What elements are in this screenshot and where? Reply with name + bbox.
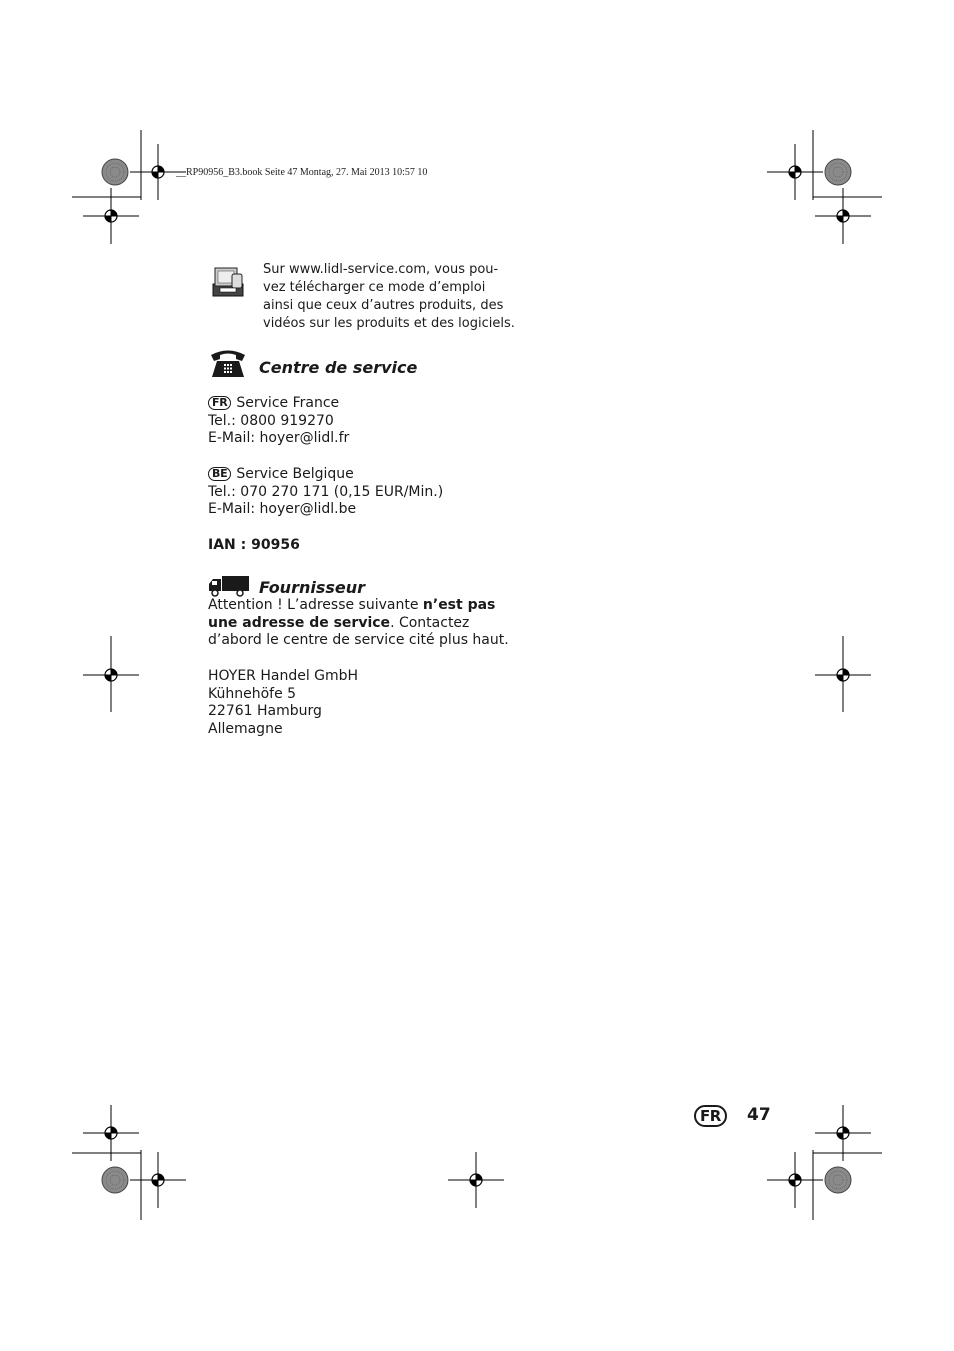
color-rosette-mark xyxy=(825,1167,851,1193)
download-manual-icon xyxy=(210,264,248,300)
country-badge-be: BE xyxy=(208,467,231,481)
color-rosette-mark xyxy=(825,159,851,185)
service-belgium xyxy=(208,466,443,519)
crosshair-mark xyxy=(767,144,823,200)
download-notice-line: Sur www.lidl-service.com, vous pou- xyxy=(263,262,499,277)
address-line: HOYER Handel GmbH xyxy=(208,668,359,684)
crosshair-mark xyxy=(815,188,871,244)
service-email: E-Mail: hoyer@lidl.be xyxy=(208,501,357,518)
download-notice xyxy=(263,261,515,333)
address-line: 22761 Hamburg xyxy=(208,703,322,720)
download-notice-line: vez télécharger ce mode d’emploi xyxy=(263,280,486,295)
supplier-title: Fournisseur xyxy=(259,578,366,597)
supplier-notice: Attention ! L’adresse suivante n’est pas une adresse de service. Contactez d’abord le centre de service cité plus haut. xyxy=(208,597,509,649)
service-title: Centre de service xyxy=(259,358,418,377)
color-rosette-mark xyxy=(102,159,128,185)
language-badge: FR xyxy=(694,1105,727,1127)
crosshair-mark xyxy=(83,188,139,244)
crosshair-mark xyxy=(130,1152,186,1208)
address-line: Allemagne xyxy=(208,720,283,737)
service-phone: Tel.: 0800 919270 xyxy=(208,412,334,429)
crosshair-mark xyxy=(767,1152,823,1208)
print-header: __RP90956_B3.book Seite 47 Montag, 27. Mai 2013 10:57 10 xyxy=(176,167,428,178)
download-notice-line: vidéos sur les produits et des logiciels. xyxy=(263,316,515,331)
color-rosette-mark xyxy=(102,1167,128,1193)
crosshair-mark xyxy=(815,647,871,703)
service-email: E-Mail: hoyer@lidl.fr xyxy=(208,430,350,447)
download-notice-line: ainsi que ceux d’autres produits, des xyxy=(263,298,504,313)
country-badge-fr: FR xyxy=(208,396,231,410)
service-phone: Tel.: 070 270 171 (0,15 EUR/Min.) xyxy=(208,483,444,500)
ian-number: IAN : 90956 xyxy=(208,537,300,553)
truck-icon xyxy=(208,575,250,597)
crosshair-mark xyxy=(83,647,139,703)
service-france xyxy=(208,395,349,448)
address-line: Kühnehöfe 5 xyxy=(208,685,297,702)
supplier-address xyxy=(208,668,358,738)
page-number: 47 xyxy=(747,1105,771,1125)
service-name: Service Belgique xyxy=(236,466,354,482)
crosshair-mark xyxy=(448,1152,504,1208)
telephone-icon xyxy=(208,346,248,380)
service-name: Service France xyxy=(236,395,340,411)
